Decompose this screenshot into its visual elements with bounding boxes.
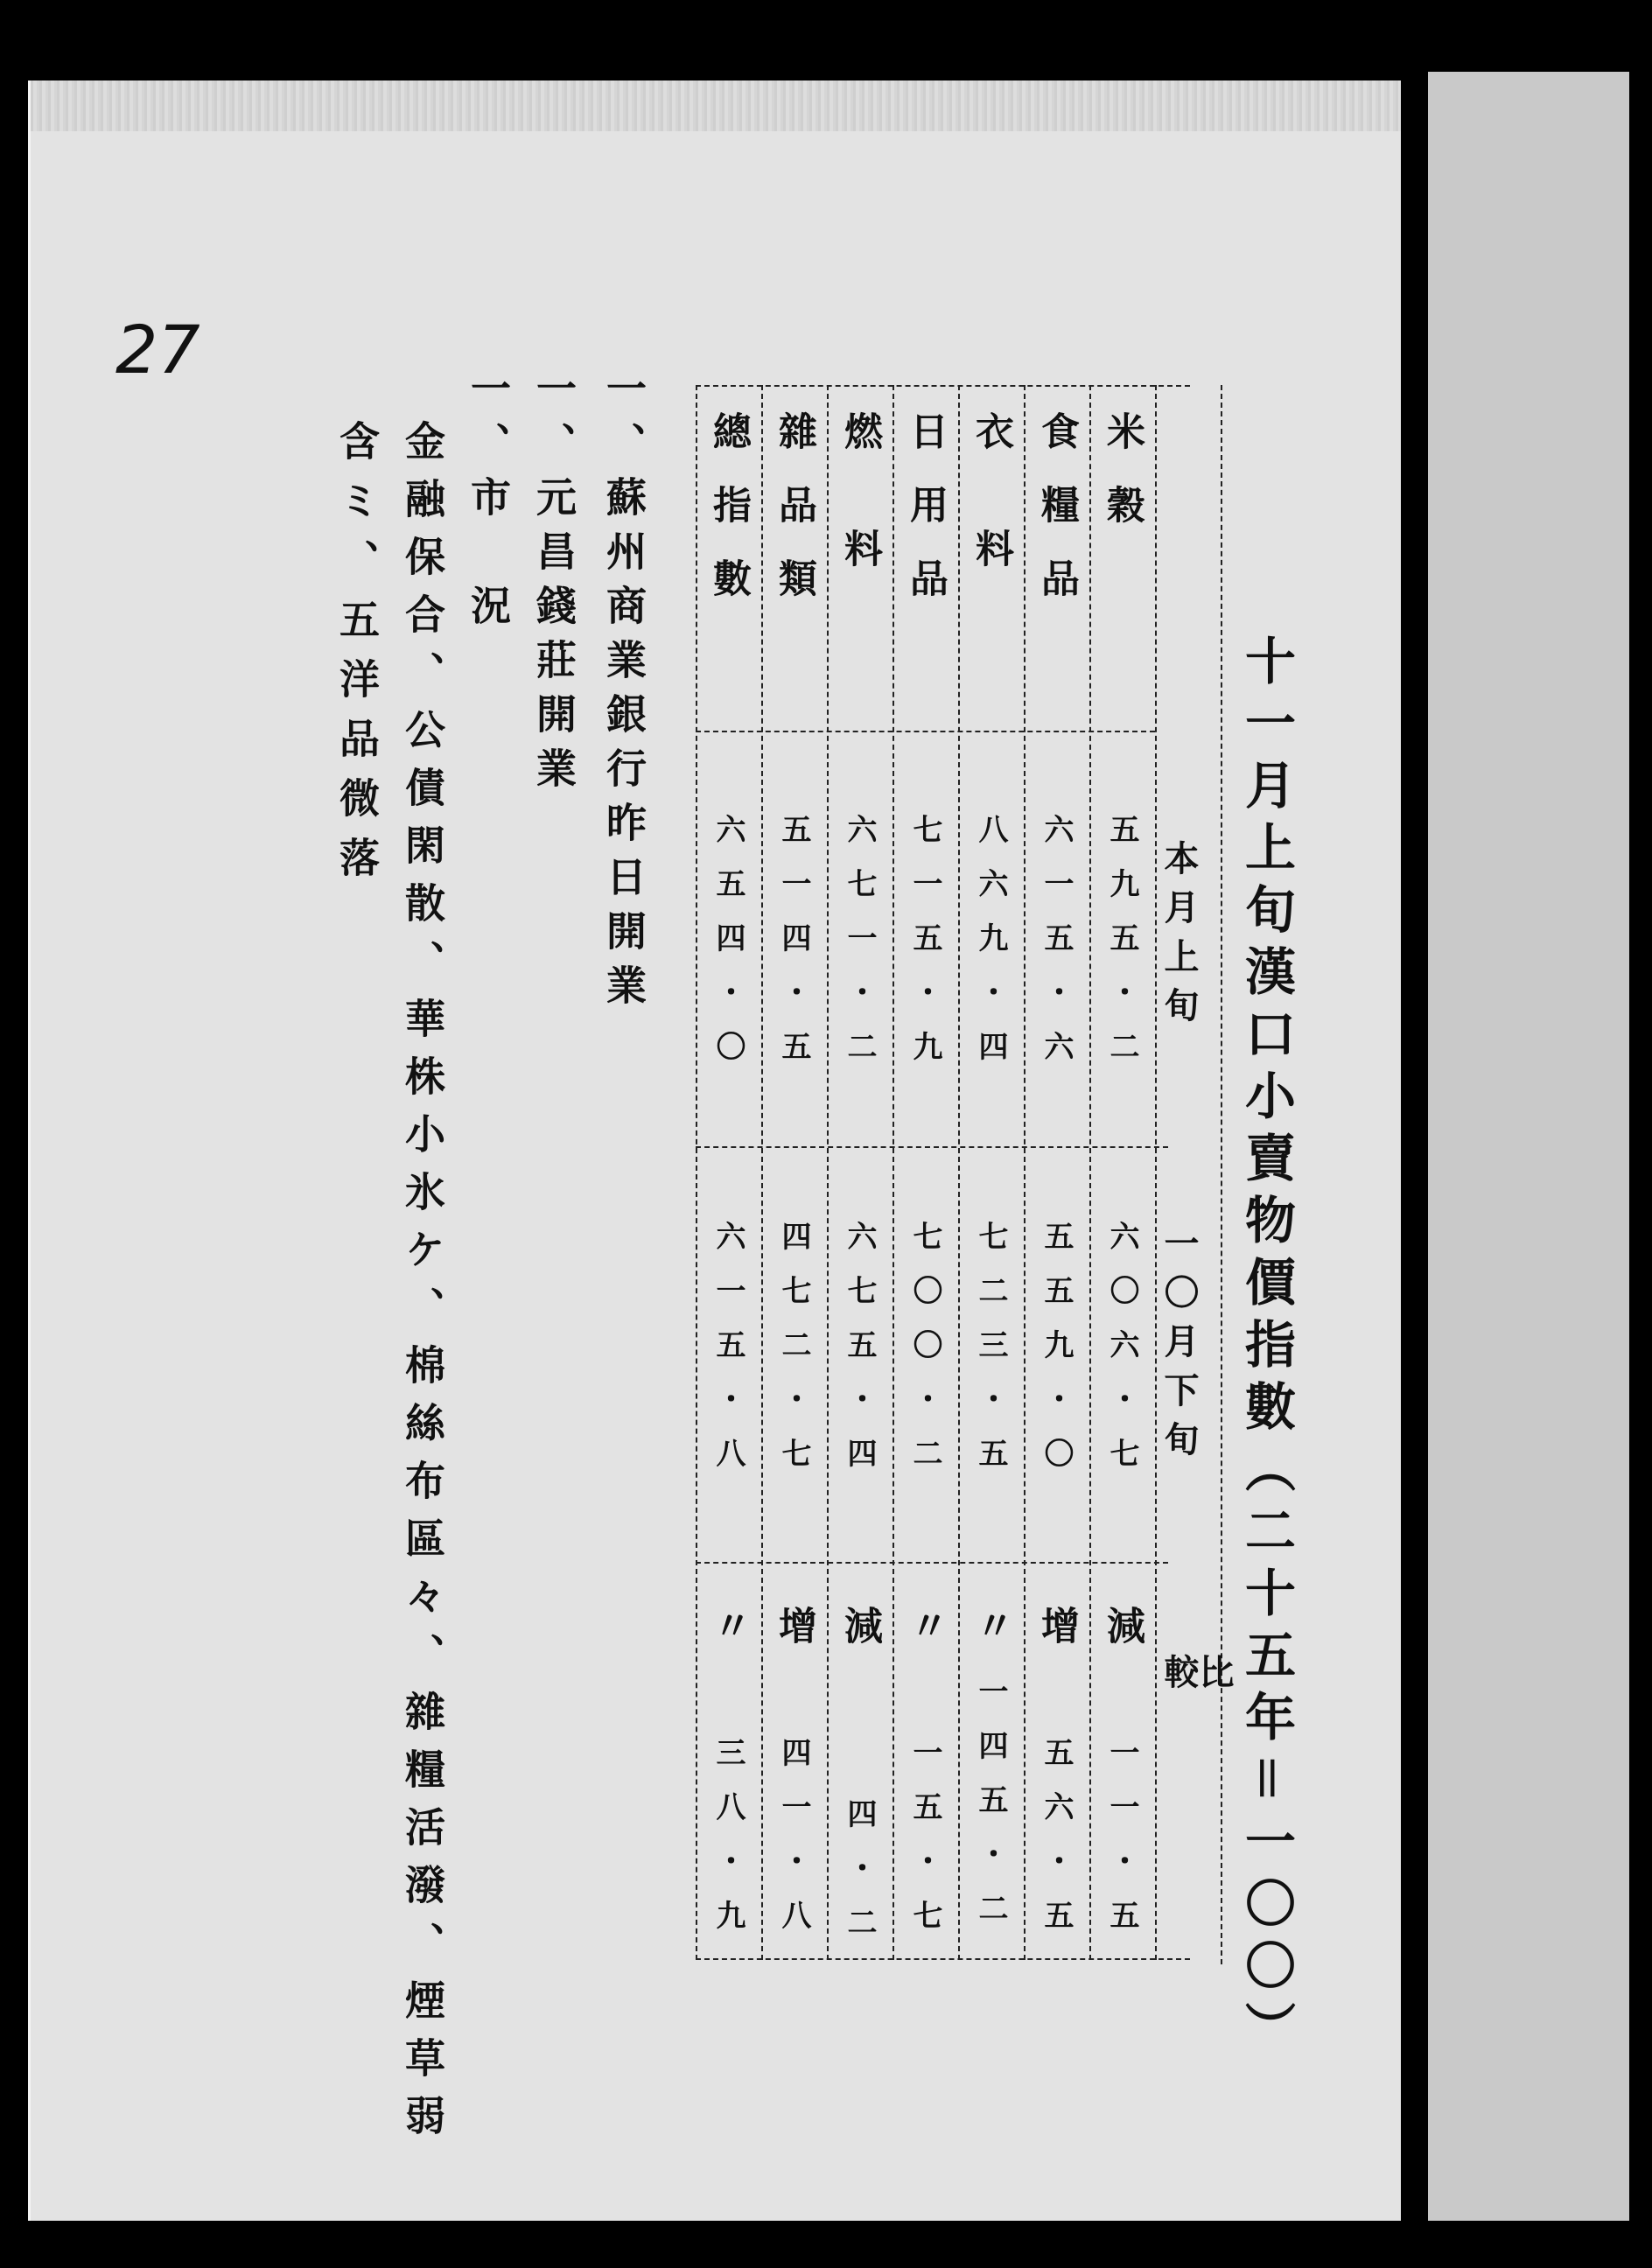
row-change: 增 <box>772 1606 816 1679</box>
row-change: 增 <box>1034 1606 1079 1679</box>
row-label: 燃料 <box>837 411 882 646</box>
row-label: 總指數 <box>706 411 751 632</box>
row-label: 米穀 <box>1100 411 1144 558</box>
row-label: 日用品 <box>903 411 948 632</box>
row-previous: 七二三・五 <box>973 1221 1008 1492</box>
item-text: 市 況 <box>465 476 512 639</box>
row-current: 七一五・九 <box>907 814 942 1085</box>
row-current: 六一五・六 <box>1039 814 1074 1085</box>
row-current: 五九五・二 <box>1104 814 1139 1085</box>
row-change: 減 <box>1100 1606 1144 1679</box>
row-diff: 四一・八 <box>776 1737 811 1954</box>
header-previous: 一〇月下旬 <box>1158 1225 1200 1470</box>
row-label: 食糧品 <box>1034 411 1079 632</box>
row-previous: 四七二・七 <box>776 1221 811 1492</box>
row-previous: 七〇〇・二 <box>907 1221 942 1492</box>
row-label: 衣料 <box>969 411 1013 646</box>
market-detail-line: 含ミ、五洋品微落 <box>333 420 381 896</box>
row-current: 八六九・四 <box>973 814 1008 1085</box>
news-item <box>530 368 578 802</box>
item-text: 元昌錢莊開業 <box>530 476 578 802</box>
row-current: 五一四・五 <box>776 814 811 1085</box>
price-index-table <box>696 385 1235 1964</box>
row-change: 〃 <box>903 1606 948 1679</box>
page-number: 27 <box>116 311 200 388</box>
row-change: 〃 <box>969 1606 1013 1679</box>
row-change: 減 <box>837 1606 882 1679</box>
row-current: 六五四・〇 <box>710 814 746 1085</box>
row-previous: 六一五・八 <box>710 1221 746 1492</box>
adjacent-page-edge <box>1428 72 1629 2221</box>
row-current: 六七一・二 <box>842 814 877 1085</box>
row-diff: 四・二 <box>842 1798 877 1961</box>
item-marker: 一、 <box>530 368 578 476</box>
row-diff: 五六・五 <box>1039 1737 1074 1954</box>
row-change: 〃 <box>706 1606 751 1679</box>
market-detail-line: 金融保合、公債閑散、華株小氷ケ、棉絲布區々、雜糧活潑、煙草弱 <box>399 420 446 2152</box>
item-marker: 一、 <box>465 368 512 476</box>
row-previous: 六〇六・七 <box>1104 1221 1139 1492</box>
news-item <box>600 368 648 1018</box>
row-previous: 五五九・〇 <box>1039 1221 1074 1492</box>
row-label: 雜品類 <box>772 411 816 632</box>
table-title: 十一月上旬漢口小賣物價指數（二十五年＝一〇〇） <box>1236 634 1296 2064</box>
row-previous: 六七五・四 <box>842 1221 877 1492</box>
row-diff: 一五・七 <box>907 1737 942 1954</box>
header-current: 本月上旬 <box>1158 840 1200 1036</box>
scan-edge-noise <box>31 80 1401 131</box>
row-diff: 三八・九 <box>710 1737 746 1954</box>
row-diff: 一一・五 <box>1104 1737 1139 1954</box>
item-marker: 一、 <box>600 368 648 476</box>
row-diff: 一四五・二 <box>973 1676 1008 1947</box>
news-item <box>465 368 512 639</box>
header-compare: 比 較 <box>1158 1654 1235 1916</box>
item-text: 蘇州商業銀行昨日開業 <box>600 476 648 1018</box>
